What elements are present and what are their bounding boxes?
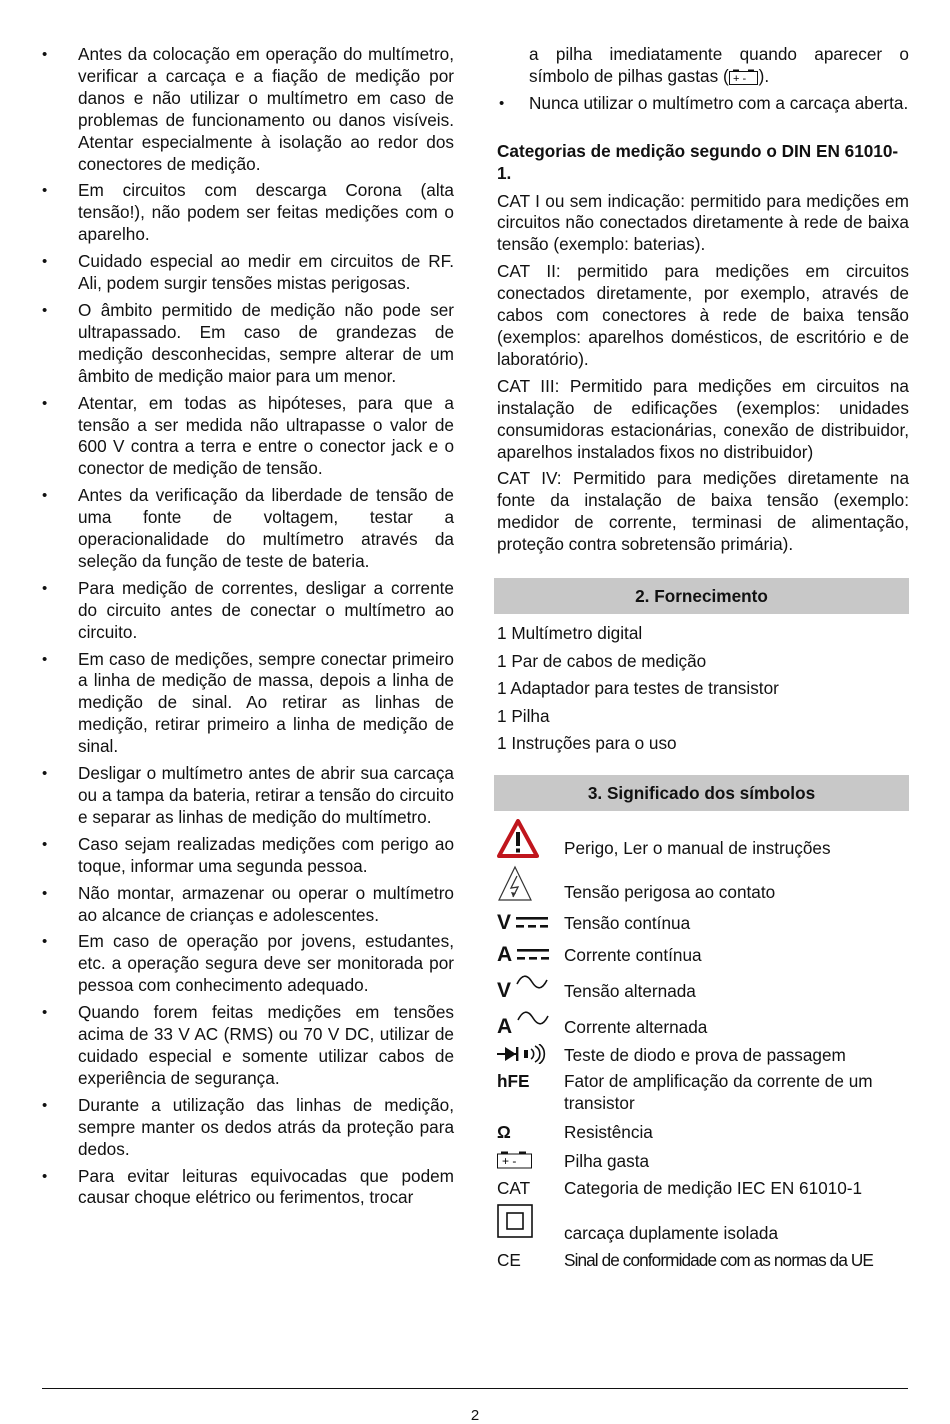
- category-paragraph: CAT II: permitido para medições em circuitos conectados diretamente, por exemplo, através de cabos com conectores à rede de baixa tensão (exemplos: aparelhos domésticos, de escritório e de laboratório).: [497, 261, 909, 369]
- ce-label: [495, 1249, 564, 1271]
- symbol-row: [495, 966, 909, 1002]
- ac-current-icon: [495, 1010, 564, 1038]
- battery-symbol-text: + -: [732, 72, 746, 85]
- battery-low-icon: [495, 1151, 564, 1172]
- ac-voltage-icon: [495, 974, 564, 1002]
- list-item: • Atentar, em todas as hipóteses, para que a tensão a ser medida não ultrapasse o valor de 600 V contra a terra e entre o conector jack e o conector de medição de tensão.: [36, 393, 454, 481]
- symbol-label: A: [497, 1014, 513, 1038]
- list-item: • Desligar o multímetro antes de abrir sua carcaça ou a tampa da bateria, retirar a tensão do circuito e separar as linhas de medição do multímetro.: [36, 763, 454, 829]
- symbol-label: A: [497, 942, 513, 966]
- list-item: • Quando forem feitas medições em tensões acima de 33 V AC (RMS) ou 70 V DC, utilizar de cuidado especial e somente utilizar cabos de experiência de segurança.: [36, 1002, 454, 1090]
- list-item: 1 Par de cabos de medição: [497, 650, 707, 671]
- list-item: 1 Multímetro digital: [497, 623, 643, 644]
- safety-bullet-list: [36, 44, 454, 1209]
- safety-bullet-list-continued: [495, 93, 909, 115]
- symbols-section-header: 3. Significado dos símbolos: [494, 775, 909, 811]
- symbol-description: Fator de amplificação da corrente de um transistor: [564, 1070, 873, 1113]
- symbol-label: CE: [497, 1249, 521, 1270]
- list-item: • Antes da colocação em operação do multímetro, verificar a carcaça e a fiação de medição por danos e não utilizar o multímetro em caso de problemas de funcionamento ou danos visíveis. Atentar especialmente à isolação ao redor dos conectores de medição.: [36, 44, 454, 175]
- cat-label: [495, 1177, 564, 1199]
- supply-list: [497, 622, 909, 760]
- category-paragraph: CAT III: Permitido para medições em circuitos na instalação de edificações (exemplos: unidades consumidoras estacionárias, conexão de distribuidor, aparelhos instalados fixos no distribuidor): [497, 375, 909, 462]
- symbol-description: Teste de diodo e prova de passagem: [564, 1044, 846, 1065]
- lightning-triangle-icon: [495, 863, 564, 903]
- symbol-row: [495, 1172, 909, 1199]
- symbol-row: [495, 934, 909, 966]
- symbol-description: Tensão alternada: [564, 980, 696, 1001]
- symbol-row: [495, 1038, 909, 1066]
- list-item: • Para evitar leituras equivocadas que podem causar choque elétrico ou ferimentos, trocar: [36, 1166, 454, 1210]
- symbol-row: [495, 859, 909, 903]
- list-item: • Nunca utilizar o multímetro com a carcaça aberta.: [495, 93, 909, 115]
- symbol-row: [495, 903, 909, 934]
- symbol-row: [495, 1002, 909, 1038]
- list-item: 1 Pilha: [497, 705, 550, 726]
- warning-triangle-icon: [495, 819, 564, 859]
- symbol-description: carcaça duplamente isolada: [564, 1222, 779, 1243]
- dc-current-icon: [495, 944, 564, 966]
- symbol-row: [495, 1244, 909, 1271]
- symbol-description: Resistência: [564, 1121, 653, 1142]
- list-item: • Para medição de correntes, desligar a corrente do circuito antes de conectar o multímetro ao circuito.: [36, 578, 454, 644]
- symbol-description: Categoria de medição IEC EN 61010-1: [564, 1177, 863, 1198]
- symbol-row: [495, 1116, 909, 1143]
- symbol-row: [495, 819, 909, 859]
- list-item: 1 Instruções para o uso: [497, 733, 677, 754]
- symbol-label: hFE: [497, 1070, 530, 1091]
- list-item: • Antes da verificação da liberdade de tensão de uma fonte de voltagem, testar a operacionalidade do multímetro através da seleção da função de teste de bateria.: [36, 485, 454, 573]
- left-column: [36, 44, 454, 1209]
- list-item: • Cuidado especial ao medir em circuitos de RF. Ali, podem surgir tensões mistas perigosas.: [36, 251, 454, 295]
- symbol-description: Sinal de conformidade com as normas da UE: [564, 1249, 873, 1270]
- page-number: 2: [470, 1407, 480, 1424]
- double-insulation-icon: [495, 1204, 564, 1244]
- right-column: [495, 44, 909, 1271]
- symbol-description: Corrente alternada: [564, 1016, 708, 1037]
- continued-text-start: a pilha imediatamente quando aparecer o símbolo de pilhas gastas (: [529, 44, 909, 86]
- list-item: • Não montar, armazenar ou operar o multímetro ao alcance de crianças e adolescentes.: [36, 883, 454, 927]
- symbol-label: Ω: [497, 1121, 511, 1142]
- hfe-label: [495, 1070, 564, 1092]
- symbol-row: [495, 1199, 909, 1244]
- continued-text-end: ).: [758, 65, 770, 86]
- list-item: • Caso sejam realizadas medições com perigo ao toque, informar uma segunda pessoa.: [36, 834, 454, 878]
- footer-divider: [42, 1388, 908, 1389]
- list-item: • Em caso de medições, sempre conectar primeiro a linha de medição de massa, depois a linha de medição de sinal. Ao retirar as linhas de medição, retirar primeiro a linha de medição de sinal.: [36, 649, 454, 759]
- battery-low-icon: [729, 69, 759, 85]
- symbol-description: Tensão perigosa ao contato: [564, 881, 776, 902]
- continued-bullet-text: [495, 44, 909, 88]
- list-item: 1 Adaptador para testes de transistor: [497, 678, 779, 699]
- symbol-description: Tensão contínua: [564, 912, 691, 933]
- symbol-row: [495, 1143, 909, 1172]
- symbol-label: V: [497, 910, 512, 934]
- list-item: • Durante a utilização das linhas de medição, sempre manter os dedos atrás da proteção para dedos.: [36, 1095, 454, 1161]
- supply-section-header: 2. Fornecimento: [494, 578, 909, 614]
- list-item: • O âmbito permitido de medição não pode ser ultrapassado. Em caso de grandezas de medição desconhecidas, sempre alterar de um âmbito de medição maior para um menor.: [36, 300, 454, 388]
- symbol-description: Corrente contínua: [564, 944, 702, 965]
- category-paragraph: CAT IV: Permitido para medições diretamente na fonte da instalação de baixa tensão (exemplo: medidor de corrente, terminasi de alimentação, proteção contra sobretensão primária).: [497, 468, 909, 555]
- battery-symbol-text: + -: [502, 1153, 517, 1168]
- categories-title: Categorias de medição segundo o DIN EN 61010-1.: [497, 140, 899, 183]
- symbols-table: [495, 819, 909, 1271]
- list-item: • Em circuitos com descarga Corona (alta tensão!), não podem ser feitas medições com o aparelho.: [36, 180, 454, 246]
- list-item: • Em caso de operação por jovens, estudantes, etc. a operação segura deve ser monitorada por pessoa com conhecimento adequado.: [36, 931, 454, 997]
- symbol-description: Pilha gasta: [564, 1150, 650, 1171]
- dc-voltage-icon: [495, 912, 564, 934]
- symbol-label: CAT: [497, 1177, 531, 1198]
- symbol-label: V: [497, 978, 512, 1002]
- category-paragraph: CAT I ou sem indicação: permitido para medições em circuitos não conectados diretamente à rede de baixa tensão (exemplo: baterias).: [497, 190, 909, 255]
- diode-continuity-icon: [495, 1044, 564, 1066]
- symbol-row: [495, 1066, 909, 1116]
- symbol-description: Perigo, Ler o manual de instruções: [564, 837, 831, 858]
- ohm-icon: [495, 1121, 564, 1143]
